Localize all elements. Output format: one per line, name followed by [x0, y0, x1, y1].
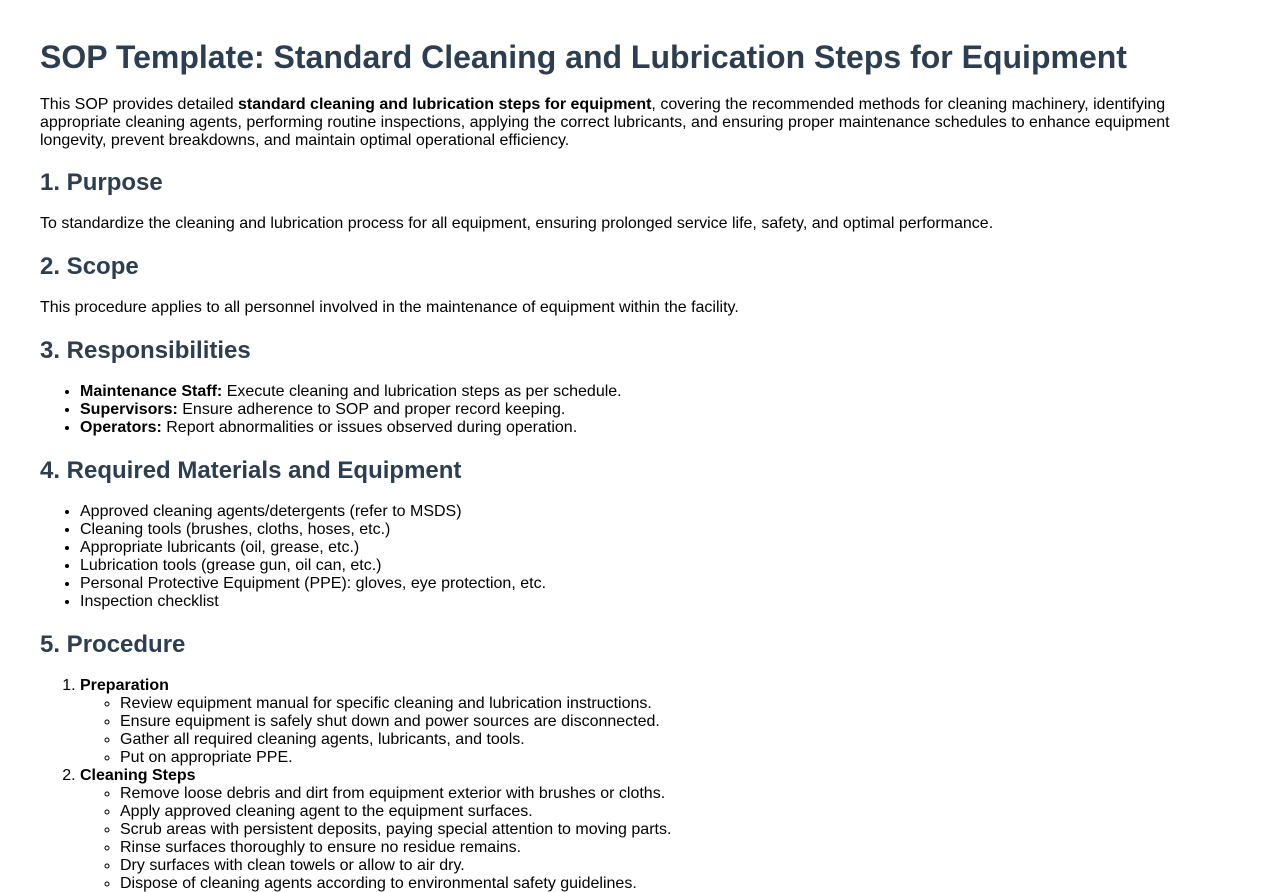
intro-suffix: , covering the recommended methods for cleaning machinery, identifying appropriate cleaning agents, performing routine inspections, applying the correct lubricants, and ensuring proper maintenance schedules to enhance equipment longevity, prevent breakdowns, and maintain optimal operational efficiency.: [40, 96, 1170, 149]
procedure-step: [80, 767, 1223, 892]
list-item: ◦ Put on appropriate PPE.: [120, 749, 1223, 767]
step-substeps: [80, 695, 1223, 767]
role-label: Supervisors:: [80, 401, 178, 418]
section-heading-purpose: 1. Purpose: [40, 169, 163, 196]
step-title: Cleaning Steps: [80, 767, 196, 784]
list-item: ◦ Review equipment manual for specific cleaning and lubrication instructions.: [120, 695, 1223, 713]
list-item: ◦ Apply approved cleaning agent to the equipment surfaces.: [120, 803, 1223, 821]
scope-text: This procedure applies to all personnel involved in the maintenance of equipment within the facility.: [40, 299, 739, 316]
section-heading-scope: 2. Scope: [40, 253, 139, 280]
procedure-step: [80, 677, 1223, 767]
list-item: [80, 383, 1223, 401]
list-item: • Appropriate lubricants (oil, grease, etc.): [80, 539, 1223, 557]
role-description: Report abnormalities or issues observed during operation.: [161, 419, 578, 436]
intro-paragraph: [40, 96, 1180, 150]
list-item: ◦ Dispose of cleaning agents according to environmental safety guidelines.: [120, 875, 1223, 892]
list-item: • Approved cleaning agents/detergents (refer to MSDS): [80, 503, 1223, 521]
role-label: Operators:: [80, 419, 162, 436]
list-item: • Personal Protective Equipment (PPE): gloves, eye protection, etc.: [80, 575, 1223, 593]
intro-prefix: This SOP provides detailed: [40, 96, 239, 113]
role-description: Execute cleaning and lubrication steps as per schedule.: [222, 383, 622, 400]
section-heading-materials: 4. Required Materials and Equipment: [40, 457, 462, 484]
section-heading-procedure: 5. Procedure: [40, 631, 186, 658]
role-description: Ensure adherence to SOP and proper record keeping.: [177, 401, 566, 418]
list-item: [80, 401, 1223, 419]
page-title: SOP Template: Standard Cleaning and Lubrication Steps for Equipment: [40, 39, 1127, 75]
materials-list: [40, 503, 1223, 611]
responsibilities-list: [40, 383, 1223, 437]
step-substeps: [80, 785, 1223, 892]
procedure-steps: [40, 677, 1223, 892]
role-label: Maintenance Staff:: [80, 383, 223, 400]
list-item: ◦ Dry surfaces with clean towels or allow to air dry.: [120, 857, 1223, 875]
step-title: Preparation: [80, 677, 169, 694]
list-item: ◦ Rinse surfaces thoroughly to ensure no residue remains.: [120, 839, 1223, 857]
list-item: • Cleaning tools (brushes, cloths, hoses, etc.): [80, 521, 1223, 539]
section-heading-responsibilities: 3. Responsibilities: [40, 337, 251, 364]
purpose-text: To standardize the cleaning and lubrication process for all equipment, ensuring prolonged service life, safety, and optimal performance.: [40, 215, 994, 232]
list-item: ◦ Remove loose debris and dirt from equipment exterior with brushes or cloths.: [120, 785, 1223, 803]
list-item: ◦ Ensure equipment is safely shut down and power sources are disconnected.: [120, 713, 1223, 731]
list-item: ◦ Scrub areas with persistent deposits, paying special attention to moving parts.: [120, 821, 1223, 839]
intro-bold: standard cleaning and lubrication steps for equipment: [238, 96, 652, 113]
list-item: ◦ Gather all required cleaning agents, lubricants, and tools.: [120, 731, 1223, 749]
list-item: [80, 419, 1223, 437]
list-item: • Inspection checklist: [80, 593, 1223, 611]
list-item: • Lubrication tools (grease gun, oil can, etc.): [80, 557, 1223, 575]
